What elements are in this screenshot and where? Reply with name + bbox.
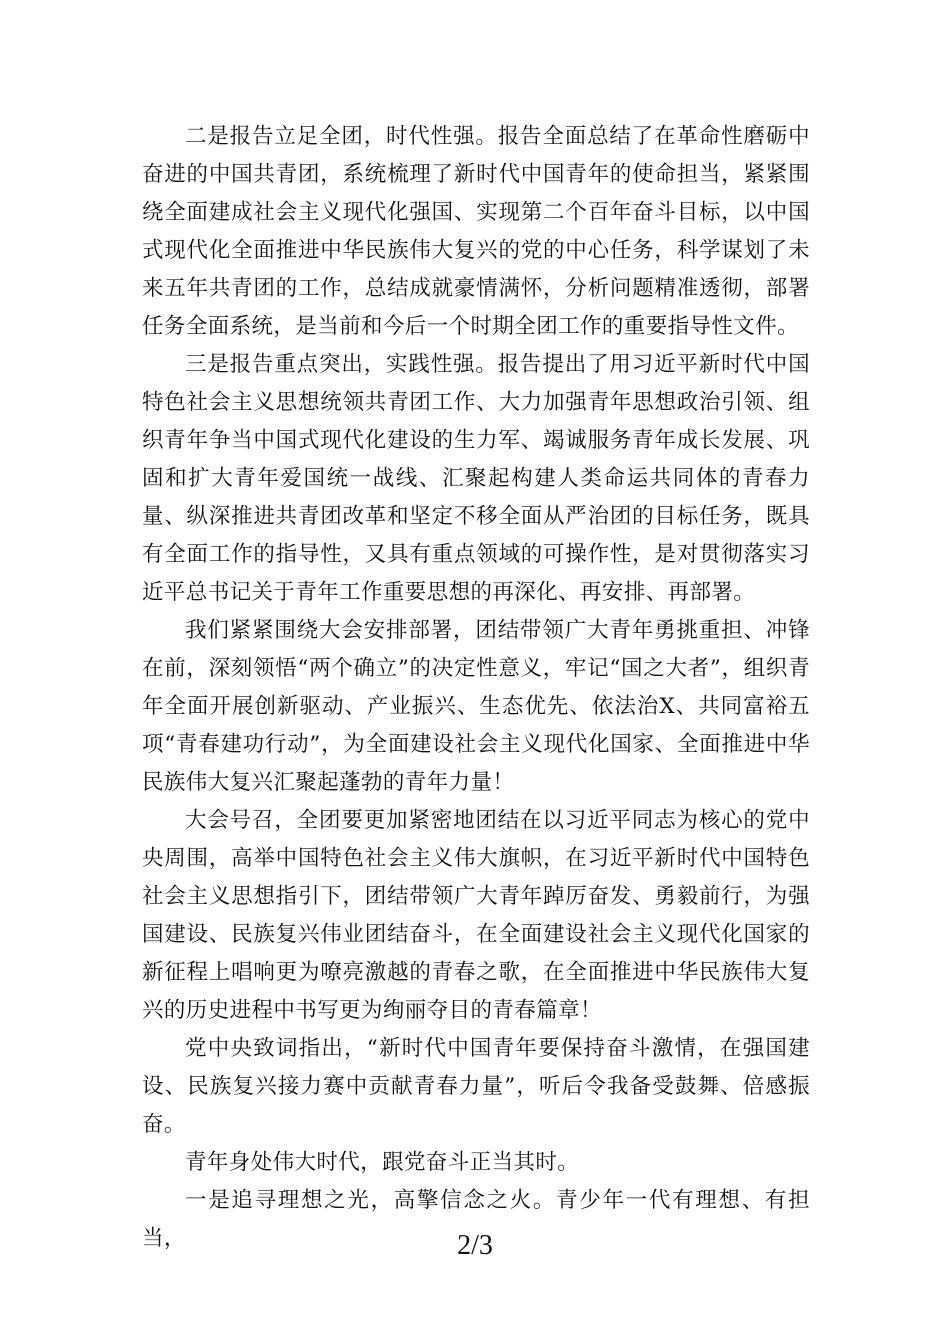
paragraph-central-committee-message: 党中央致词指出，“新时代中国青年要保持奋斗激情，在强国建设、民族复兴接力赛中贡献青春力量”，听后令我备受鼓舞、倍感振奋。 (142, 1036, 810, 1137)
paragraph-pursue-ideals: 一是追寻理想之光，高擎信念之火。青少年一代有理想、有担当， (142, 1188, 810, 1251)
paragraph-great-era: 青年身处伟大时代，跟党奋斗正当其时。 (185, 1150, 580, 1175)
paragraph-report-key-points: 三是报告重点突出，实践性强。报告提出了用习近平新时代中国特色社会主义思想统领共青团工作、大力加强青年思想政治引领、组织青年争当中国式现代化建设的生力军、竭诚服务青年成长发展、巩固和扩大青年爱国统一战线、汇聚起构建人类命运共同体的青春力量、纵深推进共青团改革和坚定不移全面从严治团的目标任务，既具有全面工作的指导性，又具有重点领域的可操作性，是对贯彻落实习近平总书记关于青年工作重要思想的再深化、再安排、再部署。 (142, 352, 810, 605)
page-number: 2/3 (457, 1230, 493, 1261)
paragraph-congress-call: 大会号召，全团要更加紧密地团结在以习近平同志为核心的党中央周围，高举中国特色社会主义伟大旗帜，在习近平新时代中国特色社会主义思想指引下，团结带领广大青年踔厉奋发、勇毅前行，为强国建设、民族复兴伟业团结奋斗，在全面建设社会主义现代化国家的新征程上唱响更为嘹亮激越的青春之歌，在全面推进中华民族伟大复兴的历史进程中书写更为绚丽夺目的青春篇章！ (142, 808, 810, 1023)
paragraph-report-whole-league: 二是报告立足全团，时代性强。报告全面总结了在革命性磨砺中奋进的中国共青团，系统梳理了新时代中国青年的使命担当，紧紧围绕全面建成社会主义现代化强国、实现第二个百年奋斗目标，以中国式现代化全面推进中华民族伟大复兴的党的中心任务，科学谋划了未来五年共青团的工作，总结成就豪情满怀，分析问题精准透彻，部署任务全面系统，是当前和今后一个时期全团工作的重要指导性文件。 (142, 124, 810, 339)
document-body (142, 118, 810, 1258)
paragraph-youth-action: 我们紧紧围绕大会安排部署，团结带领广大青年勇挑重担、冲锋在前，深刻领悟“两个确立”的决定性意义，牢记“国之大者”，组织青年全面开展创新驱动、产业振兴、生态优先、依法治X、共同富裕五项“青春建功行动”，为全面建设社会主义现代化国家、全面推进中华民族伟大复兴汇聚起蓬勃的青年力量！ (142, 618, 810, 795)
